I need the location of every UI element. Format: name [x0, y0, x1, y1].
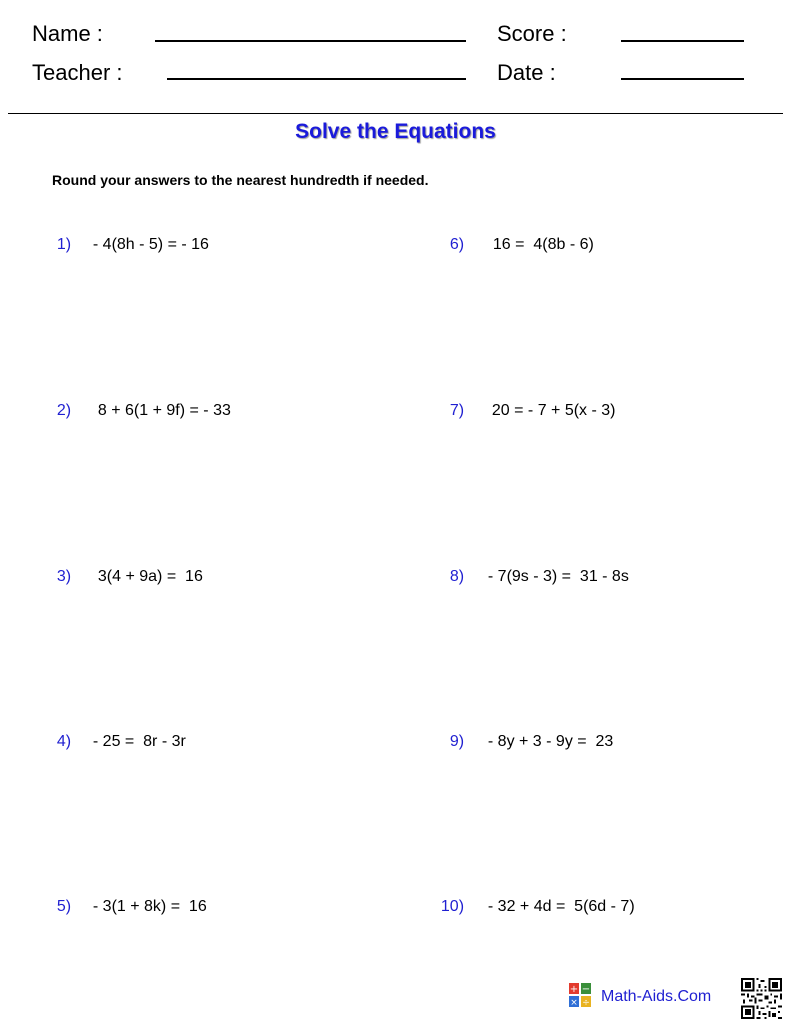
- score-label: Score :: [497, 21, 567, 46]
- problem-equation: - 32 + 4d = 5(6d - 7): [487, 898, 635, 915]
- problem-6: [441, 218, 594, 254]
- date-label: Date :: [497, 60, 556, 85]
- problem-equation: - 3(1 + 8k) = 16: [92, 898, 207, 915]
- problem-5: [48, 880, 207, 916]
- header-divider: [8, 113, 783, 114]
- date-field-line[interactable]: [621, 78, 744, 80]
- svg-text:÷: ÷: [582, 998, 590, 1007]
- worksheet-title: Solve the Equations: [295, 120, 496, 143]
- svg-text:+: +: [569, 984, 579, 995]
- problem-number: 8): [449, 568, 465, 585]
- problem-8: [441, 550, 629, 586]
- score-field-line[interactable]: [621, 40, 744, 42]
- footer-brand: Math-Aids.Com: [601, 988, 712, 1005]
- problem-7: [441, 384, 616, 420]
- problem-number: 6): [449, 236, 465, 253]
- teacher-field-line[interactable]: [167, 78, 466, 80]
- problem-number: 5): [56, 898, 72, 915]
- name-label: Name :: [32, 21, 103, 46]
- problem-equation: 8 + 6(1 + 9f) = - 33: [97, 402, 231, 419]
- math-aids-logo-icon: [569, 983, 591, 1007]
- problem-equation: - 8y + 3 - 9y = 23: [487, 733, 614, 750]
- problem-equation: - 25 = 8r - 3r: [92, 733, 186, 750]
- problem-number: 10): [440, 898, 465, 915]
- problem-10: [432, 880, 635, 916]
- name-field-line[interactable]: [155, 40, 466, 42]
- problem-equation: 3(4 + 9a) = 16: [97, 568, 203, 585]
- qr-code-icon: [741, 978, 782, 1019]
- svg-text:×: ×: [570, 998, 578, 1007]
- problem-number: 4): [56, 733, 72, 750]
- problem-9: [441, 715, 613, 751]
- teacher-label: Teacher :: [32, 60, 123, 85]
- instructions: Round your answers to the nearest hundredth if needed.: [52, 172, 429, 188]
- problem-3: [48, 550, 203, 586]
- problem-number: 2): [56, 402, 72, 419]
- problem-2: [48, 384, 231, 420]
- svg-text:−: −: [581, 984, 591, 995]
- problem-equation: - 7(9s - 3) = 31 - 8s: [487, 568, 629, 585]
- problem-number: 3): [56, 568, 72, 585]
- problem-equation: 16 = 4(8b - 6): [492, 236, 594, 253]
- problem-equation: 20 = - 7 + 5(x - 3): [491, 402, 616, 419]
- problem-number: 1): [56, 236, 72, 253]
- problem-1: [48, 218, 209, 254]
- problem-4: [48, 715, 186, 751]
- problem-equation: - 4(8h - 5) = - 16: [92, 236, 209, 253]
- problem-number: 7): [449, 402, 465, 419]
- problem-number: 9): [449, 733, 465, 750]
